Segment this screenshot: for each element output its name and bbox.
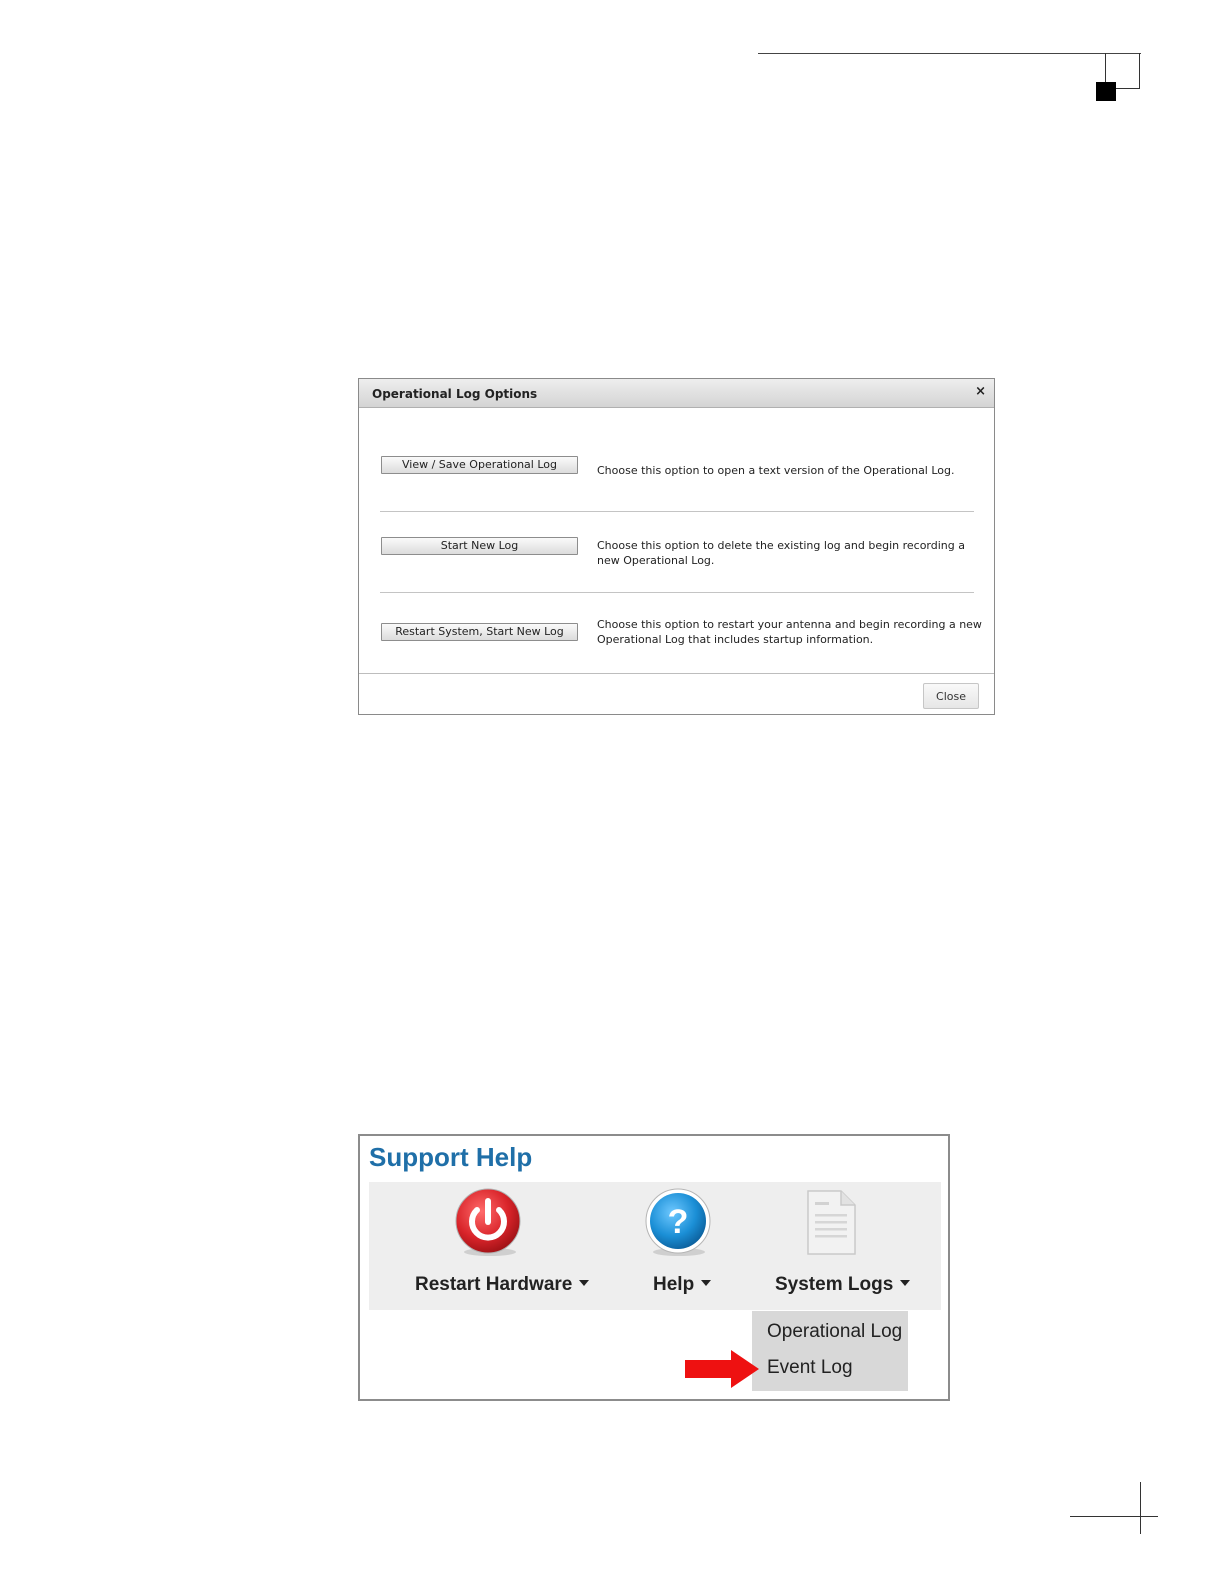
- close-button[interactable]: Close: [923, 683, 979, 709]
- crop-mark-vertical: [1140, 1482, 1141, 1534]
- option-divider: [380, 592, 974, 593]
- menu-item-event-log[interactable]: Event Log: [767, 1357, 853, 1378]
- crop-mark-horizontal: [1070, 1516, 1158, 1517]
- dialog-footer: [359, 673, 994, 674]
- svg-text:?: ?: [667, 1203, 689, 1241]
- view-save-log-description: Choose this option to open a text version of the Operational Log.: [597, 464, 955, 477]
- help-label[interactable]: Help: [653, 1274, 711, 1296]
- support-help-title: Support Help: [369, 1142, 533, 1172]
- chevron-down-icon: [900, 1280, 910, 1286]
- restart-hardware-tool[interactable]: [409, 1182, 589, 1310]
- system-logs-label[interactable]: System Logs: [775, 1274, 910, 1296]
- corner-mark-fill: [1096, 82, 1116, 101]
- start-new-log-description: Choose this option to delete the existing log and begin recording a new Operational Log.: [597, 539, 965, 567]
- system-logs-menu: [752, 1311, 908, 1391]
- system-logs-tool[interactable]: [769, 1182, 919, 1310]
- view-save-log-button[interactable]: View / Save Operational Log: [381, 456, 578, 474]
- close-icon[interactable]: ×: [975, 384, 986, 399]
- dialog-header: [359, 379, 994, 408]
- support-help-panel: [358, 1134, 950, 1401]
- question-icon[interactable]: [643, 1186, 715, 1258]
- restart-hardware-label[interactable]: Restart Hardware: [415, 1274, 589, 1296]
- header-rule: [758, 53, 1141, 54]
- help-tool[interactable]: [639, 1182, 729, 1310]
- start-new-log-button[interactable]: Start New Log: [381, 537, 578, 555]
- restart-system-description: Choose this option to restart your antenna and begin recording a new Operational Log that includes startup information.: [597, 618, 982, 646]
- power-icon[interactable]: [453, 1186, 525, 1258]
- menu-item-operational-log[interactable]: Operational Log: [767, 1321, 903, 1342]
- chevron-down-icon: [579, 1280, 589, 1286]
- document-icon[interactable]: [803, 1188, 863, 1260]
- dialog-title: Operational Log Options: [372, 387, 538, 401]
- chevron-down-icon: [701, 1280, 711, 1286]
- red-arrow-icon: [683, 1348, 761, 1390]
- option-divider: [380, 511, 974, 512]
- operational-log-options-dialog: [358, 378, 995, 715]
- support-toolbar: [369, 1182, 941, 1310]
- restart-system-button[interactable]: Restart System, Start New Log: [381, 623, 578, 641]
